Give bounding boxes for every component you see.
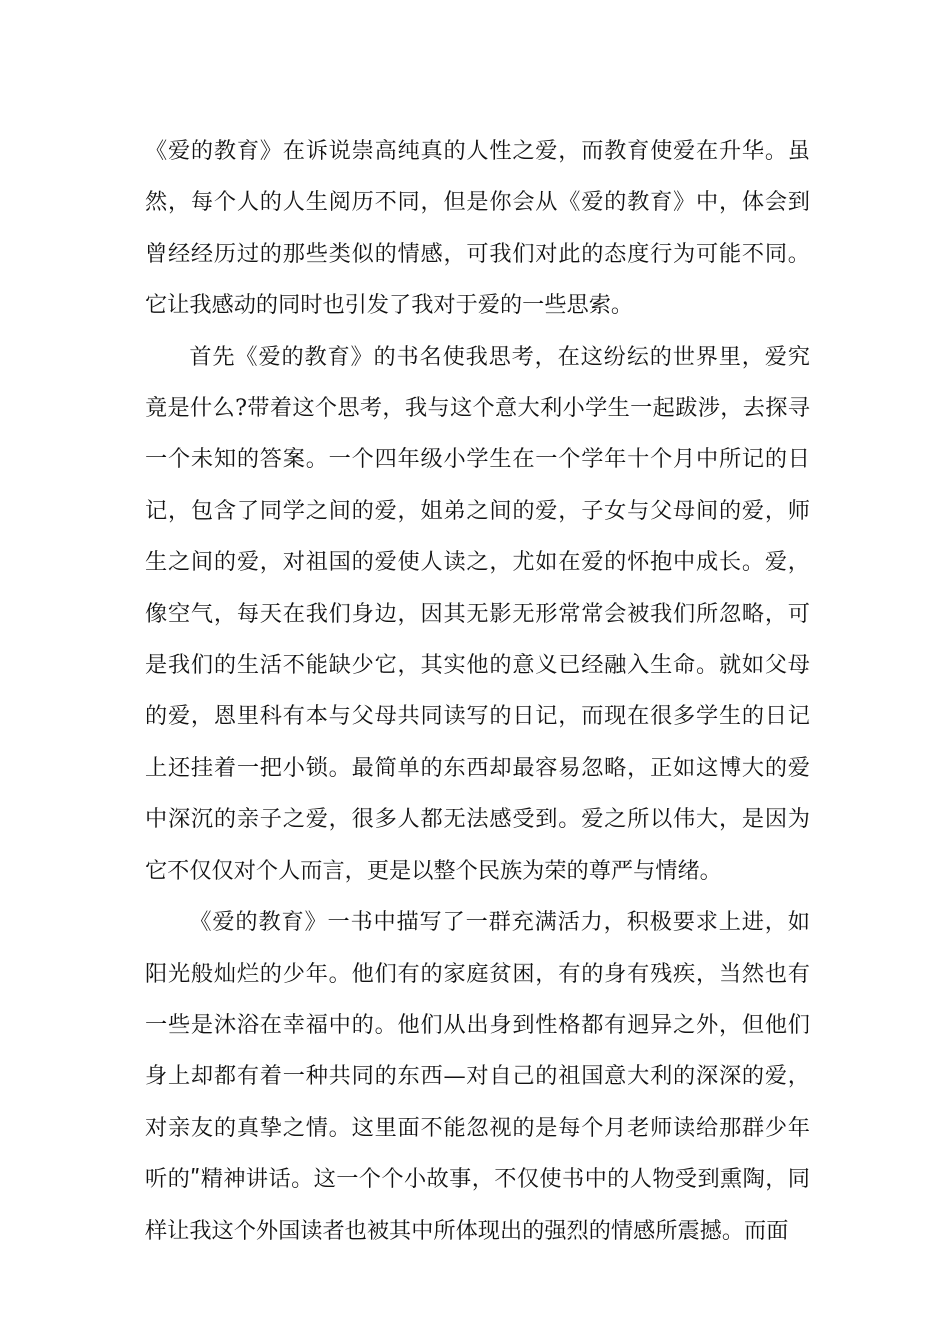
paragraph-2: 首先《爱的教育》的书名使我思考，在这纷纭的世界里，爱究竟是什么?带着这个思考，我与这个意大利小学生一起跋涉，去探寻一个未知的答案。一个四年级小学生在一个学年十个月中所记的日记，包含了同学之间的爱，姐弟之间的爱，子女与父母间的爱，师生之间的爱，对祖国的爱使人读之，尤如在爱的怀抱中成长。爱，像空气，每天在我们身边，因其无影无形常常会被我们所忽略，可是我们的生活不能缺少它，其实他的意义已经融入生命。就如父母的爱，恩里科有本与父母共同读写的日记，而现在很多学生的日记上还挂着一把小锁。最简单的东西却最容易忽略，正如这博大的爱中深沉的亲子之爱，很多人都无法感受到。爱之所以伟大，是因为它不仅仅对个人而言，更是以整个民族为荣的尊严与情绪。 (145, 343, 810, 884)
document-body (145, 126, 810, 1257)
paragraph-1: 《爱的教育》在诉说崇高纯真的人性之爱，而教育使爱在升华。虽然，每个人的人生阅历不同，但是你会从《爱的教育》中，体会到曾经经历过的那些类似的情感，可我们对此的态度行为可能不同。它让我感动的同时也引发了我对于爱的一些思索。 (145, 138, 810, 319)
paragraph-3: 《爱的教育》一书中描写了一群充满活力，积极要求上进，如阳光般灿烂的少年。他们有的家庭贫困，有的身有残疾，当然也有一些是沐浴在幸福中的。他们从出身到性格都有迥异之外，但他们身上却都有着一种共同的东西—对自己的祖国意大利的深深的爱，对亲友的真挚之情。这里面不能忽视的是每个月老师读给那群少年听的ʺ精神讲话。这一个个小故事，不仅使书中的人物受到熏陶，同样让我这个外国读者也被其中所体现出的强烈的情感所震撼。而面 (145, 909, 810, 1244)
